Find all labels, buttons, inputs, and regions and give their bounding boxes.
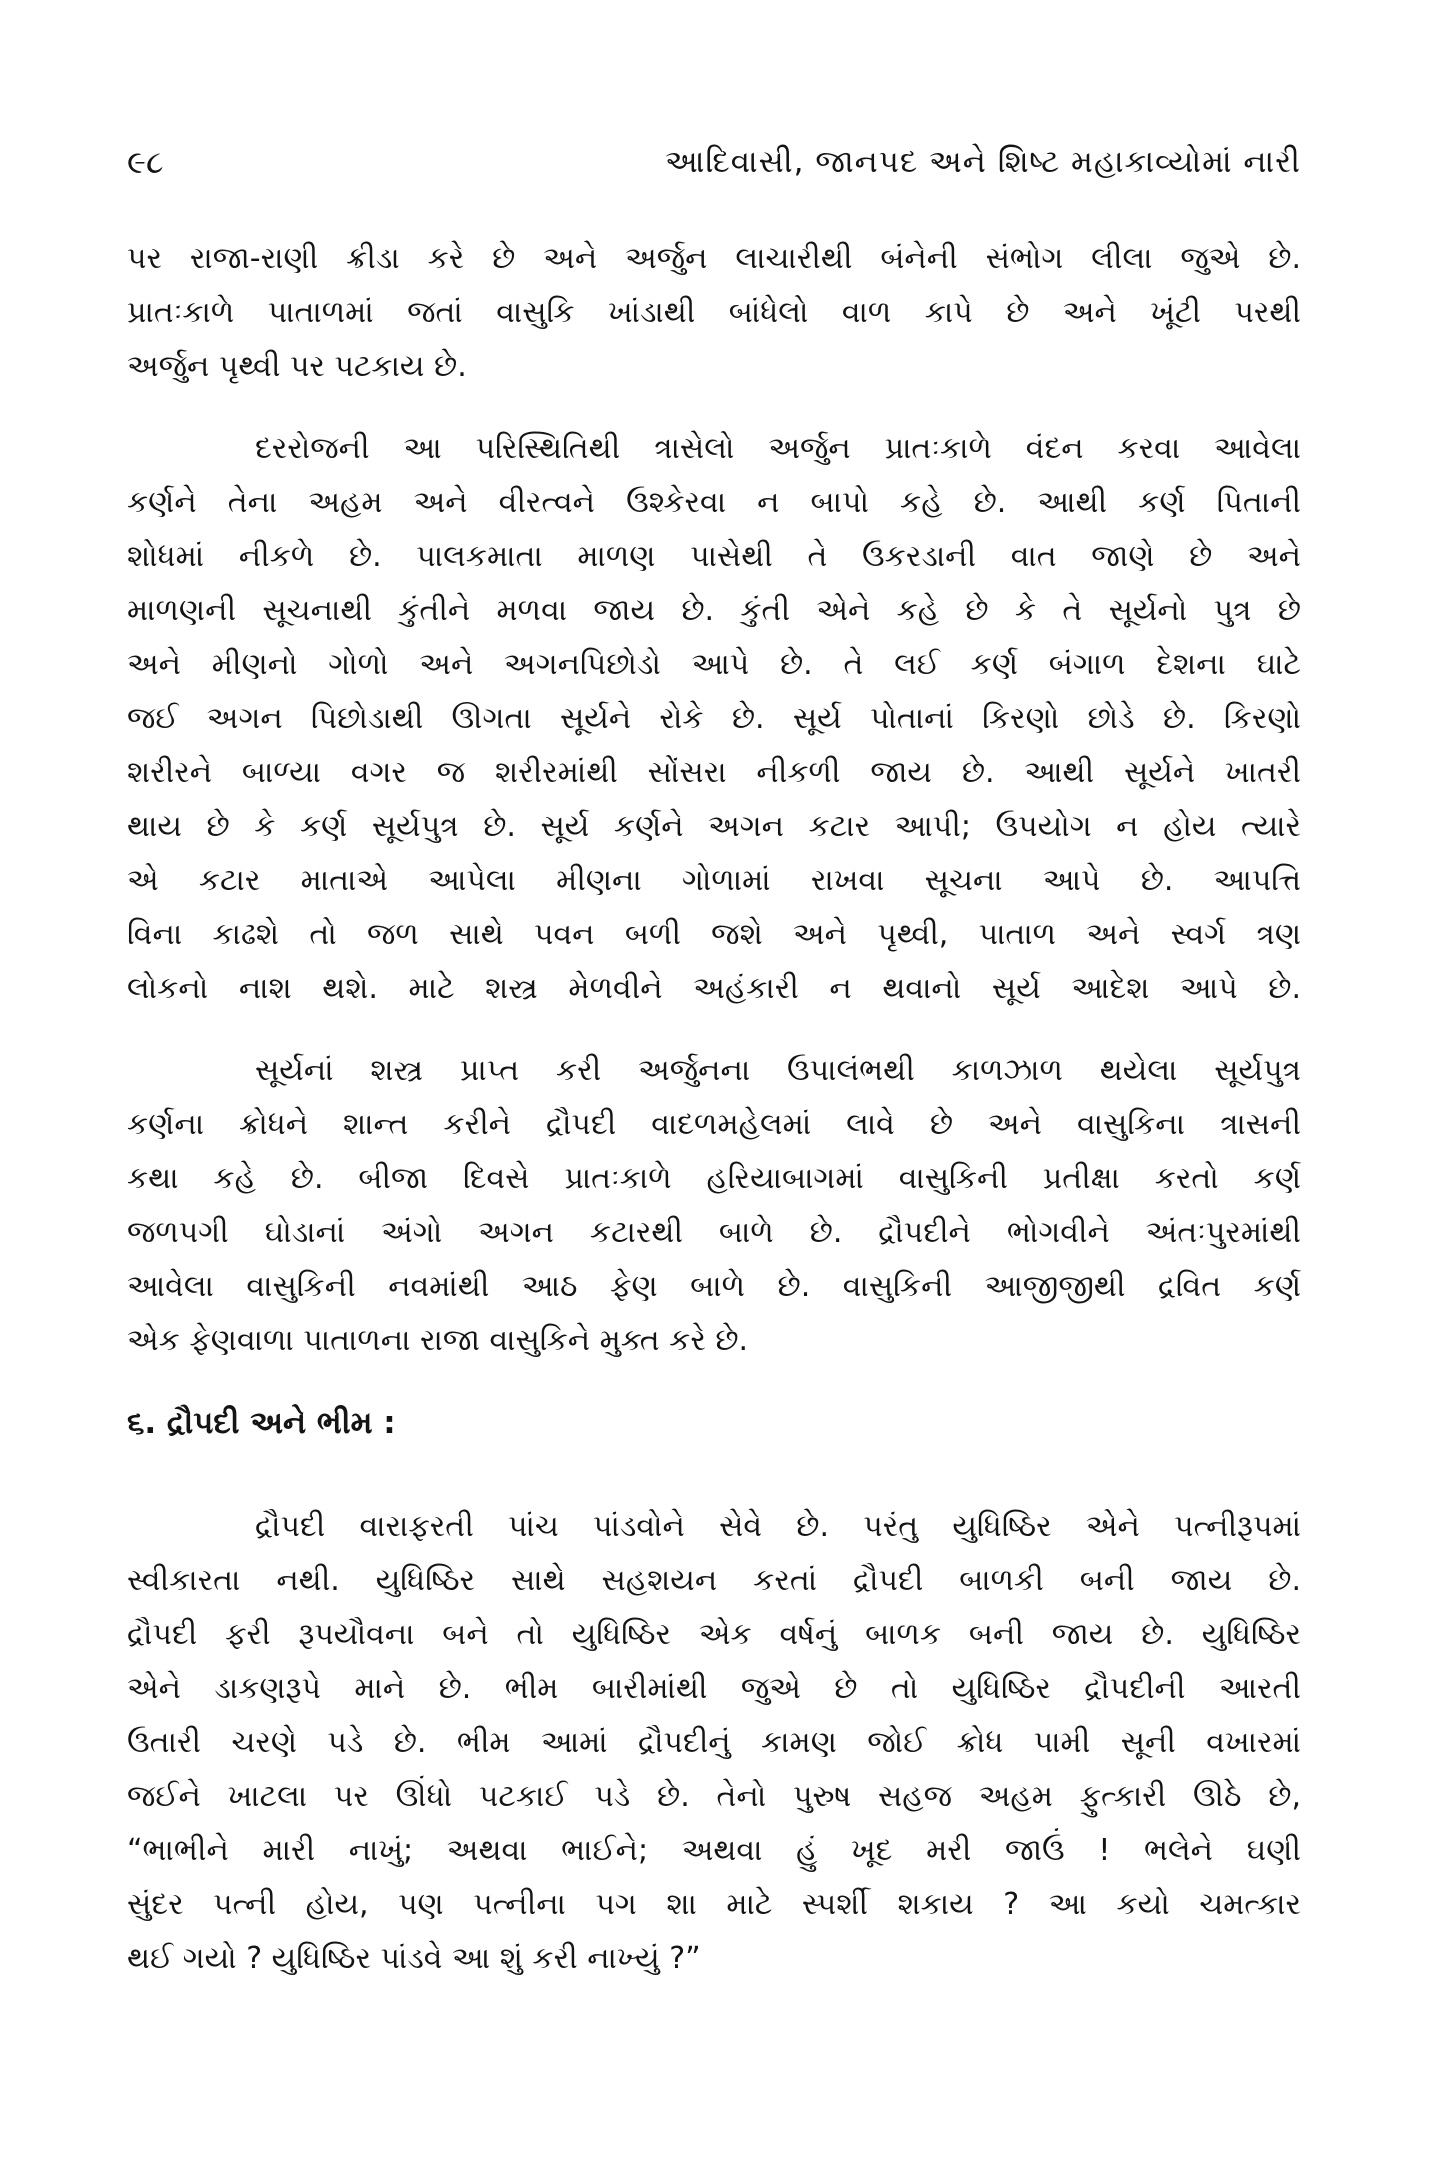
paragraph-line: જઈ અગન પિછોડાથી ઊગતા સૂર્યને રોકે છે. સૂર્ય પોતાનાં કિરણો છોડે છે. કિરણો bbox=[127, 701, 1301, 736]
section-heading: ૬. દ્રૌપદી અને ભીમ : bbox=[127, 1405, 396, 1441]
paragraph-line: જળપગી ઘોડાનાં અંગો અગન કટારથી બાળે છે. દ્રૌપદીને ભોગવીને અંતઃપુરમાંથી bbox=[127, 1215, 1301, 1250]
page-header bbox=[127, 140, 1301, 184]
paragraph-line: એક ફેણવાળા પાતાળના રાજા વાસુકિને મુક્ત કરે છે. bbox=[127, 1323, 749, 1358]
paragraph-line: કર્ણને તેના અહમ અને વીરત્વને ઉશ્કેરવા ન બાપો કહે છે. આથી કર્ણ પિતાની bbox=[127, 485, 1301, 520]
paragraph-line: પ્રાતઃકાળે પાતાળમાં જતાં વાસુકિ ખાંડાથી બાંધેલો વાળ કાપે છે અને ખૂંટી પરથી bbox=[127, 295, 1301, 330]
paragraph-line: સૂર્યનાં શસ્ત્ર પ્રાપ્ત કરી અર્જુનના ઉપાલંભથી કાળઝાળ થયેલા સૂર્યપુત્ર bbox=[255, 1053, 1301, 1088]
paragraph-line: સ્વીકારતા નથી. યુધિષ્ઠિર સાથે સહશયન કરતાં દ્રૌપદી બાળકી બની જાય છે. bbox=[127, 1563, 1301, 1598]
paragraph-line: એને ડાકણરૂપે માને છે. ભીમ બારીમાંથી જુએ છે તો યુધિષ્ઠિર દ્રૌપદીની આરતી bbox=[127, 1671, 1301, 1706]
paragraph-line: “ભાભીને મારી નાખું; અથવા ભાઈને; અથવા હું ખૂદ મરી જાઉં ! ભલેને ઘણી bbox=[127, 1833, 1301, 1868]
paragraph bbox=[127, 1044, 1301, 1368]
paragraph-line: પર રાજા-રાણી ક્રીડા કરે છે અને અર્જુન લાચારીથી બંનેની સંભોગ લીલા જુએ છે. bbox=[127, 241, 1301, 276]
paragraph-line: જઈને ખાટલા પર ઊંધો પટકાઈ પડે છે. તેનો પુરુષ સહજ અહમ ફુત્કારી ઊઠે છે, bbox=[127, 1779, 1301, 1814]
paragraph-line: થાય છે કે કર્ણ સૂર્યપુત્ર છે. સૂર્ય કર્ણને અગન કટાર આપી; ઉપયોગ ન હોય ત્યારે bbox=[127, 809, 1301, 844]
running-title: આદિવાસી, જાનપદ અને શિષ્ટ મહાકાવ્યોમાં નારી bbox=[664, 144, 1301, 180]
paragraph-line: આવેલા વાસુકિની નવમાંથી આઠ ફેણ બાળે છે. વાસુકિની આજીજીથી દ્રવિત કર્ણ bbox=[127, 1269, 1301, 1304]
paragraph-line: અને મીણનો ગોળો અને અગનપિછોડો આપે છે. તે લઈ કર્ણ બંગાળ દેશના ઘાટે bbox=[127, 647, 1301, 682]
paragraph-line: દ્રૌપદી વારાફરતી પાંચ પાંડવોને સેવે છે. પરંતુ યુધિષ્ઠિર એને પત્નીરૂપમાં bbox=[255, 1509, 1301, 1544]
page-body bbox=[127, 232, 1301, 2014]
paragraph bbox=[127, 422, 1301, 1016]
paragraph-line: લોકનો નાશ થશે. માટે શસ્ત્ર મેળવીને અહંકારી ન થવાનો સૂર્ય આદેશ આપે છે. bbox=[127, 971, 1301, 1006]
paragraph-line: એ કટાર માતાએ આપેલા મીણના ગોળામાં રાખવા સૂચના આપે છે. આપત્તિ bbox=[127, 863, 1301, 898]
paragraph-line: ઉતારી ચરણે પડે છે. ભીમ આમાં દ્રૌપદીનું કામણ જોઈ ક્રોધ પામી સૂની વખારમાં bbox=[127, 1725, 1301, 1760]
paragraph-line: દ્રૌપદી ફરી રૂપયૌવના બને તો યુધિષ્ઠિર એક વર્ષનું બાળક બની જાય છે. યુધિષ્ઠિર bbox=[127, 1617, 1301, 1652]
paragraph-line: કથા કહે છે. બીજા દિવસે પ્રાતઃકાળે હરિયાબાગમાં વાસુકિની પ્રતીક્ષા કરતો કર્ણ bbox=[127, 1161, 1301, 1196]
paragraph-line: કર્ણના ક્રોધને શાન્ત કરીને દ્રૌપદી વાદળમહેલમાં લાવે છે અને વાસુકિના ત્રાસની bbox=[127, 1107, 1301, 1142]
paragraph bbox=[127, 232, 1301, 394]
paragraph-line: માળણની સૂચનાથી કુંતીને મળવા જાય છે. કુંતી એને કહે છે કે તે સૂર્યનો પુત્ર છે bbox=[127, 593, 1301, 628]
page-number: ૯૮ bbox=[127, 143, 164, 181]
paragraph-line: સુંદર પત્ની હોય, પણ પત્નીના પગ શા માટે સ્પર્શી શકાય ? આ કયો ચમત્કાર bbox=[127, 1887, 1301, 1922]
paragraph-line: દરરોજની આ પરિસ્થિતિથી ત્રાસેલો અર્જુન પ્રાતઃકાળે વંદન કરવા આવેલા bbox=[255, 431, 1301, 466]
paragraph-line: અર્જુન પૃથ્વી પર પટકાય છે. bbox=[127, 349, 467, 384]
paragraph-line: વિના કાઢશે તો જળ સાથે પવન બળી જશે અને પૃથ્વી, પાતાળ અને સ્વર્ગ ત્રણ bbox=[127, 917, 1301, 952]
paragraph-line: શોધમાં નીકળે છે. પાલકમાતા માળણ પાસેથી તે ઉકરડાની વાત જાણે છે અને bbox=[127, 539, 1301, 574]
paragraph bbox=[127, 1500, 1301, 1986]
paragraph-line: શરીરને બાળ્યા વગર જ શરીરમાંથી સોંસરા નીકળી જાય છે. આથી સૂર્યને ખાતરી bbox=[127, 755, 1301, 790]
paragraph-line: થઈ ગયો ? યુધિષ્ઠિર પાંડવે આ શું કરી નાખ્યું ?” bbox=[127, 1941, 701, 1976]
